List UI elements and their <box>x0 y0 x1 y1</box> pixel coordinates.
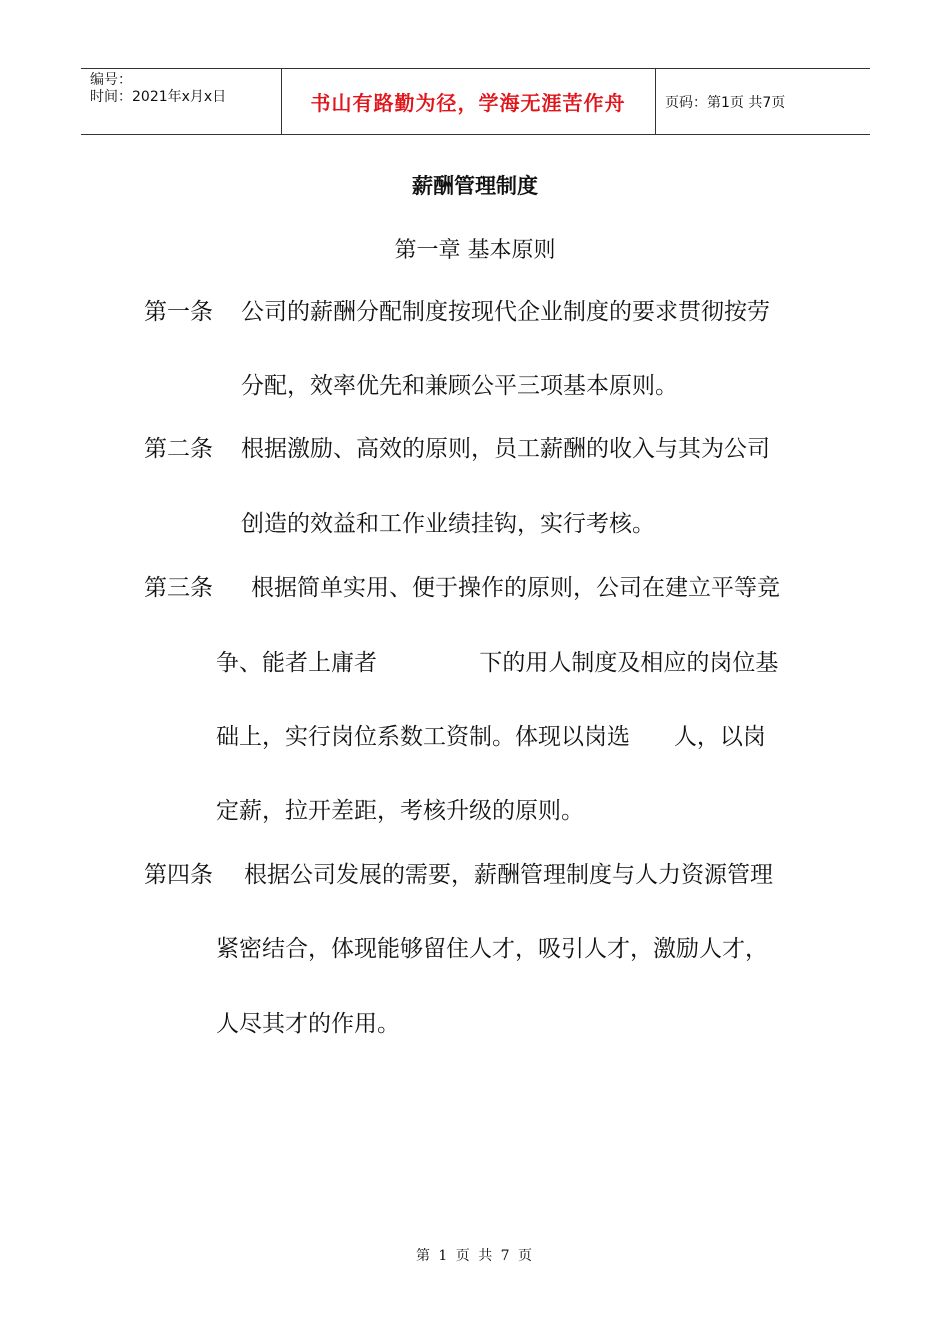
article-text-line: 根据简单实用、便于操作的原则，公司在建立平等竞 <box>251 575 780 601</box>
document-title: 薪酬管理制度 <box>412 173 538 198</box>
article-text-line: 创造的效益和工作业绩挂钩，实行考核。 <box>241 511 655 537</box>
chapter-heading: 第一章 基本原则 <box>394 238 556 263</box>
header-meta <box>81 69 281 134</box>
header-page-info: 页码：第1页 共7页 <box>665 94 786 111</box>
article-text-line: 争、能者上庸者 下的用人制度及相应的岗位基 <box>216 650 779 676</box>
article-text-line: 础上，实行岗位系数工资制。体现以岗选 人，以岗 <box>216 724 766 750</box>
article-text-line: 人尽其才的作用。 <box>216 1011 400 1037</box>
article-label: 第一条 <box>144 299 213 325</box>
page-footer: 第 1 页 共 7 页 <box>415 1248 535 1264</box>
article-label: 第二条 <box>144 436 213 462</box>
document-number-label: 编号： <box>90 72 132 88</box>
article-text-line: 定薪，拉开差距，考核升级的原则。 <box>216 798 584 824</box>
article-text-line: 根据激励、高效的原则，员工薪酬的收入与其为公司 <box>241 436 770 462</box>
article-text-line: 分配，效率优先和兼顾公平三项基本原则。 <box>241 373 678 399</box>
page-header <box>81 68 870 135</box>
document-date: 时间：2021年x月x日 <box>90 89 227 105</box>
article-label: 第四条 <box>144 862 213 888</box>
header-motto: 书山有路勤为径，学海无涯苦作舟 <box>310 91 626 115</box>
article-label: 第三条 <box>144 575 213 601</box>
article-text-line: 公司的薪酬分配制度按现代企业制度的要求贯彻按劳 <box>241 299 770 325</box>
article-text-line: 紧密结合，体现能够留住人才，吸引人才，激励人才， <box>216 936 768 962</box>
article-text-line: 根据公司发展的需要，薪酬管理制度与人力资源管理 <box>244 862 773 888</box>
